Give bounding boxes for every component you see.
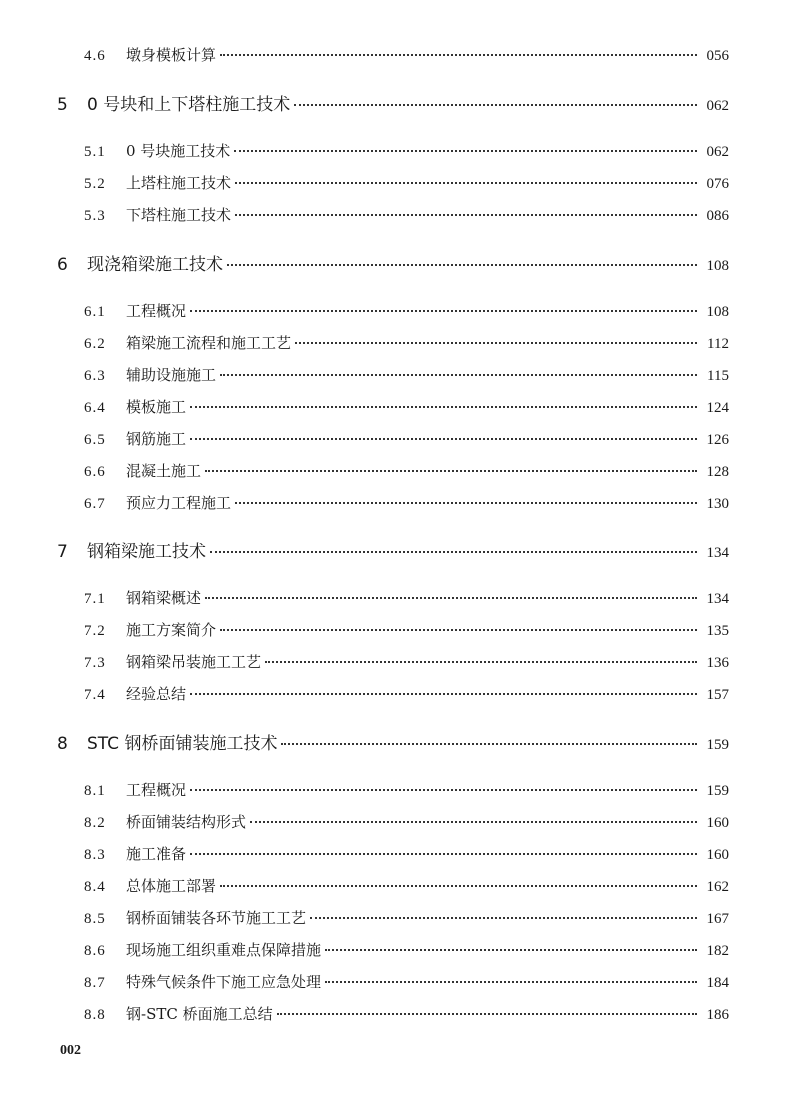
page-number: 062 bbox=[706, 144, 729, 160]
section-title: 钢桥面铺装各环节施工工艺 bbox=[126, 909, 307, 927]
dot-leader bbox=[190, 693, 697, 695]
footer-page-number: 002 bbox=[60, 1043, 81, 1058]
page-number: 126 bbox=[706, 432, 729, 448]
section-title: 预应力工程施工 bbox=[126, 494, 232, 512]
dot-leader bbox=[227, 264, 697, 266]
page-number: 160 bbox=[706, 815, 729, 831]
chapter-number: 6 bbox=[57, 255, 68, 275]
dot-leader bbox=[220, 885, 697, 887]
section-number: 8.5 bbox=[84, 911, 106, 927]
section-title: 经验总结 bbox=[126, 685, 187, 703]
section-title: 桥面铺装结构形式 bbox=[126, 813, 247, 831]
dot-leader bbox=[250, 821, 697, 823]
dot-leader bbox=[220, 374, 697, 376]
toc-entry-6-3[interactable] bbox=[84, 365, 729, 385]
toc-entry-8-6[interactable] bbox=[84, 940, 729, 960]
dot-leader bbox=[295, 342, 697, 344]
section-number: 5.1 bbox=[84, 144, 106, 160]
section-title: 工程概况 bbox=[126, 302, 187, 320]
section-number: 6.2 bbox=[84, 336, 106, 352]
section-number: 8.7 bbox=[84, 975, 106, 991]
page-number: 130 bbox=[706, 496, 729, 512]
dot-leader bbox=[281, 743, 697, 745]
section-number: 6.1 bbox=[84, 304, 106, 320]
dot-leader bbox=[325, 949, 697, 951]
chapter-title: 钢箱梁施工技术 bbox=[87, 542, 206, 562]
section-title: 0 号块施工技术 bbox=[126, 142, 231, 160]
section-number: 8.1 bbox=[84, 783, 106, 799]
dot-leader bbox=[190, 789, 697, 791]
toc-entry-6-2[interactable] bbox=[84, 333, 729, 353]
page-number: 134 bbox=[706, 545, 729, 561]
page-number: 076 bbox=[706, 176, 729, 192]
dot-leader bbox=[220, 54, 697, 56]
toc-chapter-8[interactable] bbox=[57, 732, 729, 756]
dot-leader bbox=[220, 629, 697, 631]
page-number: 159 bbox=[706, 737, 729, 753]
section-number: 6.3 bbox=[84, 368, 106, 384]
page-number: 128 bbox=[706, 464, 729, 480]
page-number: 115 bbox=[707, 368, 729, 384]
dot-leader bbox=[235, 502, 697, 504]
page-number: 056 bbox=[706, 48, 729, 64]
page-number: 135 bbox=[706, 623, 729, 639]
section-number: 5.3 bbox=[84, 208, 106, 224]
page-number: 160 bbox=[706, 847, 729, 863]
page-number: 157 bbox=[706, 687, 729, 703]
chapter-number: 5 bbox=[57, 95, 68, 115]
section-title: 工程概况 bbox=[126, 781, 187, 799]
page-number: 086 bbox=[706, 208, 729, 224]
toc-entry-7-1[interactable] bbox=[84, 588, 729, 608]
section-title: 混凝土施工 bbox=[126, 462, 202, 480]
section-title: 特殊气候条件下施工应急处理 bbox=[126, 973, 322, 991]
toc-entry-7-3[interactable] bbox=[84, 652, 729, 672]
dot-leader bbox=[234, 150, 697, 152]
toc-entry-6-5[interactable] bbox=[84, 429, 729, 449]
dot-leader bbox=[277, 1013, 697, 1015]
toc-entry-8-2[interactable] bbox=[84, 812, 729, 832]
dot-leader bbox=[190, 853, 697, 855]
page-number: 167 bbox=[706, 911, 729, 927]
section-title: 模板施工 bbox=[126, 398, 187, 416]
section-title: 钢箱梁吊装施工工艺 bbox=[126, 653, 262, 671]
dot-leader bbox=[310, 917, 697, 919]
dot-leader bbox=[294, 104, 697, 106]
section-number: 6.4 bbox=[84, 400, 106, 416]
section-title: 下塔柱施工技术 bbox=[126, 206, 232, 224]
section-title: 现场施工组织重难点保障措施 bbox=[126, 941, 322, 959]
chapter-number: 8 bbox=[57, 734, 68, 754]
toc-entry-8-5[interactable] bbox=[84, 908, 729, 928]
page-number: 136 bbox=[706, 655, 729, 671]
dot-leader bbox=[190, 406, 697, 408]
section-number: 7.4 bbox=[84, 687, 106, 703]
page-number: 124 bbox=[706, 400, 729, 416]
page-number: 108 bbox=[706, 304, 729, 320]
section-number: 7.3 bbox=[84, 655, 106, 671]
section-title: 施工准备 bbox=[126, 845, 187, 863]
section-number: 7.1 bbox=[84, 591, 106, 607]
section-title: 钢筋施工 bbox=[126, 430, 187, 448]
dot-leader bbox=[210, 551, 697, 553]
section-number: 8.6 bbox=[84, 943, 106, 959]
toc-entry-6-1[interactable] bbox=[84, 301, 729, 321]
toc-entry-5-1[interactable] bbox=[84, 141, 729, 161]
page-number: 184 bbox=[706, 975, 729, 991]
toc-chapter-6[interactable] bbox=[57, 253, 729, 277]
section-title: 钢-STC 桥面施工总结 bbox=[126, 1005, 273, 1023]
section-title: 总体施工部署 bbox=[126, 877, 217, 895]
section-number: 8.3 bbox=[84, 847, 106, 863]
page-number: 182 bbox=[706, 943, 729, 959]
chapter-title: 现浇箱梁施工技术 bbox=[87, 255, 223, 275]
section-number: 5.2 bbox=[84, 176, 106, 192]
toc-entry-8-8[interactable] bbox=[84, 1004, 729, 1024]
toc-entry-7-2[interactable] bbox=[84, 620, 729, 640]
dot-leader bbox=[205, 470, 697, 472]
page-number: 108 bbox=[706, 258, 729, 274]
toc-entry-8-4[interactable] bbox=[84, 876, 729, 896]
section-title: 上塔柱施工技术 bbox=[126, 174, 232, 192]
toc-entry-6-6[interactable] bbox=[84, 461, 729, 481]
dot-leader bbox=[205, 597, 697, 599]
page-number: 062 bbox=[706, 98, 729, 114]
dot-leader bbox=[235, 214, 697, 216]
page-number: 112 bbox=[707, 336, 729, 352]
chapter-number: 7 bbox=[57, 542, 68, 562]
toc-entry-8-7[interactable] bbox=[84, 972, 729, 992]
chapter-title: STC 钢桥面铺装施工技术 bbox=[87, 734, 278, 754]
section-title: 箱梁施工流程和施工工艺 bbox=[126, 334, 292, 352]
toc-entry-6-4[interactable] bbox=[84, 397, 729, 417]
dot-leader bbox=[325, 981, 697, 983]
section-number: 4.6 bbox=[84, 48, 106, 64]
section-title: 辅助设施施工 bbox=[126, 366, 217, 384]
dot-leader bbox=[190, 438, 697, 440]
section-number: 7.2 bbox=[84, 623, 106, 639]
toc-entry-4-6[interactable] bbox=[84, 45, 729, 65]
toc-chapter-5[interactable] bbox=[57, 93, 729, 117]
dot-leader bbox=[265, 661, 697, 663]
section-number: 6.6 bbox=[84, 464, 106, 480]
toc-entry-8-1[interactable] bbox=[84, 780, 729, 800]
page-number: 159 bbox=[706, 783, 729, 799]
dot-leader bbox=[235, 182, 697, 184]
section-title: 施工方案简介 bbox=[126, 621, 217, 639]
page-number: 186 bbox=[706, 1007, 729, 1023]
toc-chapter-7[interactable] bbox=[57, 540, 729, 564]
page-number: 162 bbox=[706, 879, 729, 895]
section-number: 8.4 bbox=[84, 879, 106, 895]
section-number: 8.2 bbox=[84, 815, 106, 831]
section-title: 墩身模板计算 bbox=[126, 46, 217, 64]
dot-leader bbox=[190, 310, 697, 312]
toc-entry-8-3[interactable] bbox=[84, 844, 729, 864]
section-number: 6.5 bbox=[84, 432, 106, 448]
toc-entry-5-2[interactable] bbox=[84, 173, 729, 193]
page-number: 134 bbox=[706, 591, 729, 607]
toc-entry-6-7[interactable] bbox=[84, 493, 729, 513]
toc-entry-5-3[interactable] bbox=[84, 205, 729, 225]
section-number: 8.8 bbox=[84, 1007, 106, 1023]
toc-entry-7-4[interactable] bbox=[84, 684, 729, 704]
section-number: 6.7 bbox=[84, 496, 106, 512]
section-title: 钢箱梁概述 bbox=[126, 589, 202, 607]
chapter-title: 0 号块和上下塔柱施工技术 bbox=[87, 95, 291, 115]
